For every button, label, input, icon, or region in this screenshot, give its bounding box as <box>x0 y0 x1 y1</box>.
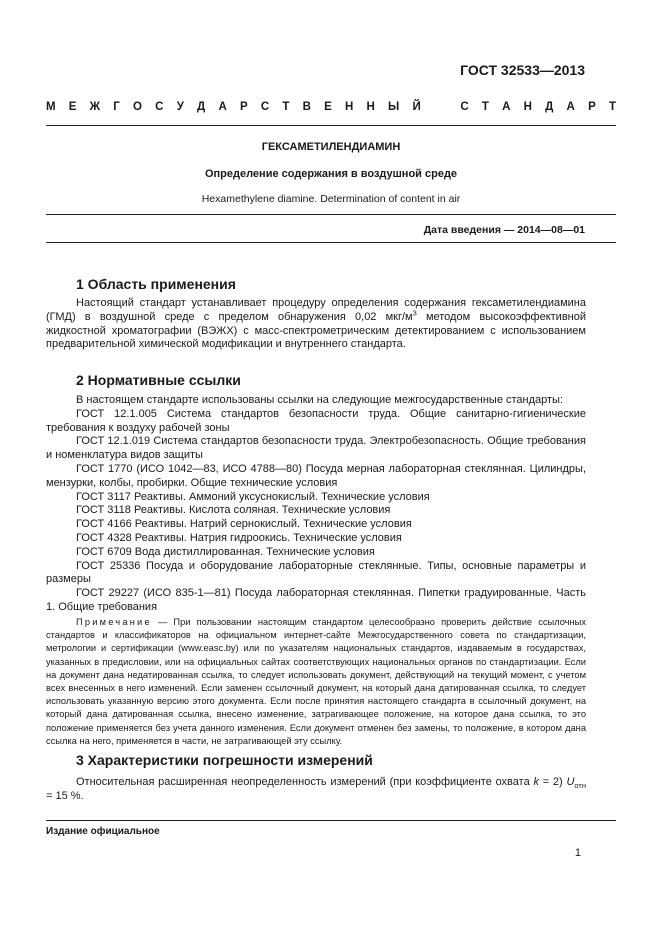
banner-letter: С <box>155 101 164 113</box>
edition-label: Издание официальное <box>46 826 160 837</box>
reference-item: ГОСТ 25336 Посуда и оборудование лабораторные стеклянные. Типы, основные параметры и размеры <box>46 559 586 586</box>
banner-letter: М <box>46 101 56 113</box>
banner-letter: С <box>460 101 469 113</box>
banner-letter: Н <box>366 101 375 113</box>
banner-letter: Т <box>608 101 616 113</box>
section-3-body <box>46 776 586 804</box>
document-subtitle: Определение содержания в воздушной среде <box>204 168 458 180</box>
reference-item: ГОСТ 4166 Реактивы. Натрий сернокислый. Технические условия <box>76 518 412 531</box>
page-number: 1 <box>574 847 581 859</box>
scope-paragraph: Настоящий стандарт устанавливает процедуру определения содержания гексаметилендиамина (ГМД) в воздушной среде с пределом обнаружения 0,02 мкг/$м^3$ методом высокоэффективной жидкостной хроматографии (ВЭЖХ) с масс-спектрометрическим детектированием с использованием предварительной химической модификации и внутреннего стандарта. <box>46 297 586 351</box>
banner-letter: А <box>502 101 511 113</box>
reference-item: ГОСТ 4328 Реактивы. Натрия гидроокись. Технические условия <box>76 531 402 544</box>
section-3-heading: 3 Характеристики погрешности измерений <box>76 752 373 768</box>
banner-letter: Р <box>588 101 596 113</box>
note-label: Примечание <box>76 617 152 627</box>
reference-item: ГОСТ 3118 Реактивы. Кислота соляная. Технические условия <box>76 504 391 517</box>
banner-letter: Д <box>545 101 554 113</box>
banner-letter: О <box>133 101 142 113</box>
banner-letter: Р <box>239 101 248 113</box>
banner-letter: Г <box>113 101 120 113</box>
banner-rule <box>46 125 616 126</box>
section-1-body <box>46 297 586 352</box>
banner-letter: Е <box>68 101 77 113</box>
title-rule <box>46 214 616 215</box>
banner-letter: Е <box>324 101 332 113</box>
reference-item: ГОСТ 1770 (ИСО 1042—83, ИСО 4788—80) Посуда мерная лабораторная стеклянная. Цилиндры, мензурки, колбы, пробирки. Общие технические условия <box>46 462 586 489</box>
banner-letter: Н <box>523 101 532 113</box>
section-2-heading: 2 Нормативные ссылки <box>76 372 241 388</box>
interstate-standard-banner <box>46 101 616 113</box>
reference-item: ГОСТ 6709 Вода дистиллированная. Технические условия <box>76 545 375 558</box>
note-block <box>46 616 586 748</box>
section-1-heading: 1 Область применения <box>76 276 236 292</box>
footer-rule <box>46 820 616 821</box>
banner-letter: А <box>218 101 227 113</box>
date-rule <box>46 242 616 243</box>
uncertainty-paragraph: Относительная расширенная неопределенность измерений (при коэффициенте охвата k = 2) $U_{отн} = 15$ %. <box>46 776 586 802</box>
section-2-body <box>46 394 586 615</box>
banner-letter: С <box>260 101 270 113</box>
reference-item: ГОСТ 12.1.005 Система стандартов безопасности труда. Общие санитарно-гигиенические требования к воздуху рабочей зоны <box>46 407 586 434</box>
reference-list <box>46 408 586 615</box>
banner-letter: Й <box>412 101 421 113</box>
reference-item: ГОСТ 3117 Реактивы. Аммоний уксуснокислый. Технические условия <box>76 490 430 503</box>
introduction-date: Дата введения — 2014—08—01 <box>423 224 585 236</box>
document-title: ГЕКСАМЕТИЛЕНДИАМИН <box>261 141 401 153</box>
reference-item: ГОСТ 29227 (ИСО 835-1—81) Посуда лабораторная стеклянная. Пипетки градуированные. Часть 1. Общие требования <box>46 587 586 613</box>
banner-letter: Н <box>344 101 354 113</box>
banner-letter: В <box>302 101 311 113</box>
references-intro: В настоящем стандарте использованы ссылки на следующие межгосударственные стандарты: <box>76 394 564 406</box>
banner-letter: Т <box>282 101 290 113</box>
banner-letter: Ы <box>388 101 400 113</box>
reference-item: ГОСТ 12.1.019 Система стандартов безопасности труда. Электробезопасность. Общие требования и номенклатура видов защиты <box>46 435 586 462</box>
banner-letter: А <box>566 101 575 113</box>
banner-letter: Т <box>481 101 489 113</box>
document-number: ГОСТ 32533—2013 <box>460 62 585 78</box>
english-title: Hexamethylene diamine. Determination of content in air <box>201 193 461 205</box>
banner-letter: Д <box>197 101 206 113</box>
note-text: — При пользовании настоящим стандартом целесообразно проверить действие ссылочных стандартов и классификаторов на официальном интернет-сайте Межгосударственного совета по стандартизации, метрологии и сертификации (www.easc.by) или по указателям национальных стандартов, издаваемым в государствах, указанных в предисловии, или на официальных сайтах соответствующих национальных органов по стандартизации. Если на документ дана недатированная ссылка, то следует использовать документ, действующий на текущий момент, с учетом всех внесенных в него изменений. Если заменен ссылочный документ, на который дана датированная ссылка, то следует использовать указанную версию этого документа. Если после принятия настоящего стандарта в ссылочный документ, на который дана датированная ссылка, внесено изменение, затрагивающее положение, на которое дана ссылка, то это положение применяется без учета данного изменения. Если документ отменен без замены, то положение, в котором дана ссылка на него, применяется в части, не затрагивающей эту ссылку. <box>46 617 586 746</box>
banner-letter: У <box>176 101 184 113</box>
banner-letter: Ж <box>89 101 101 113</box>
